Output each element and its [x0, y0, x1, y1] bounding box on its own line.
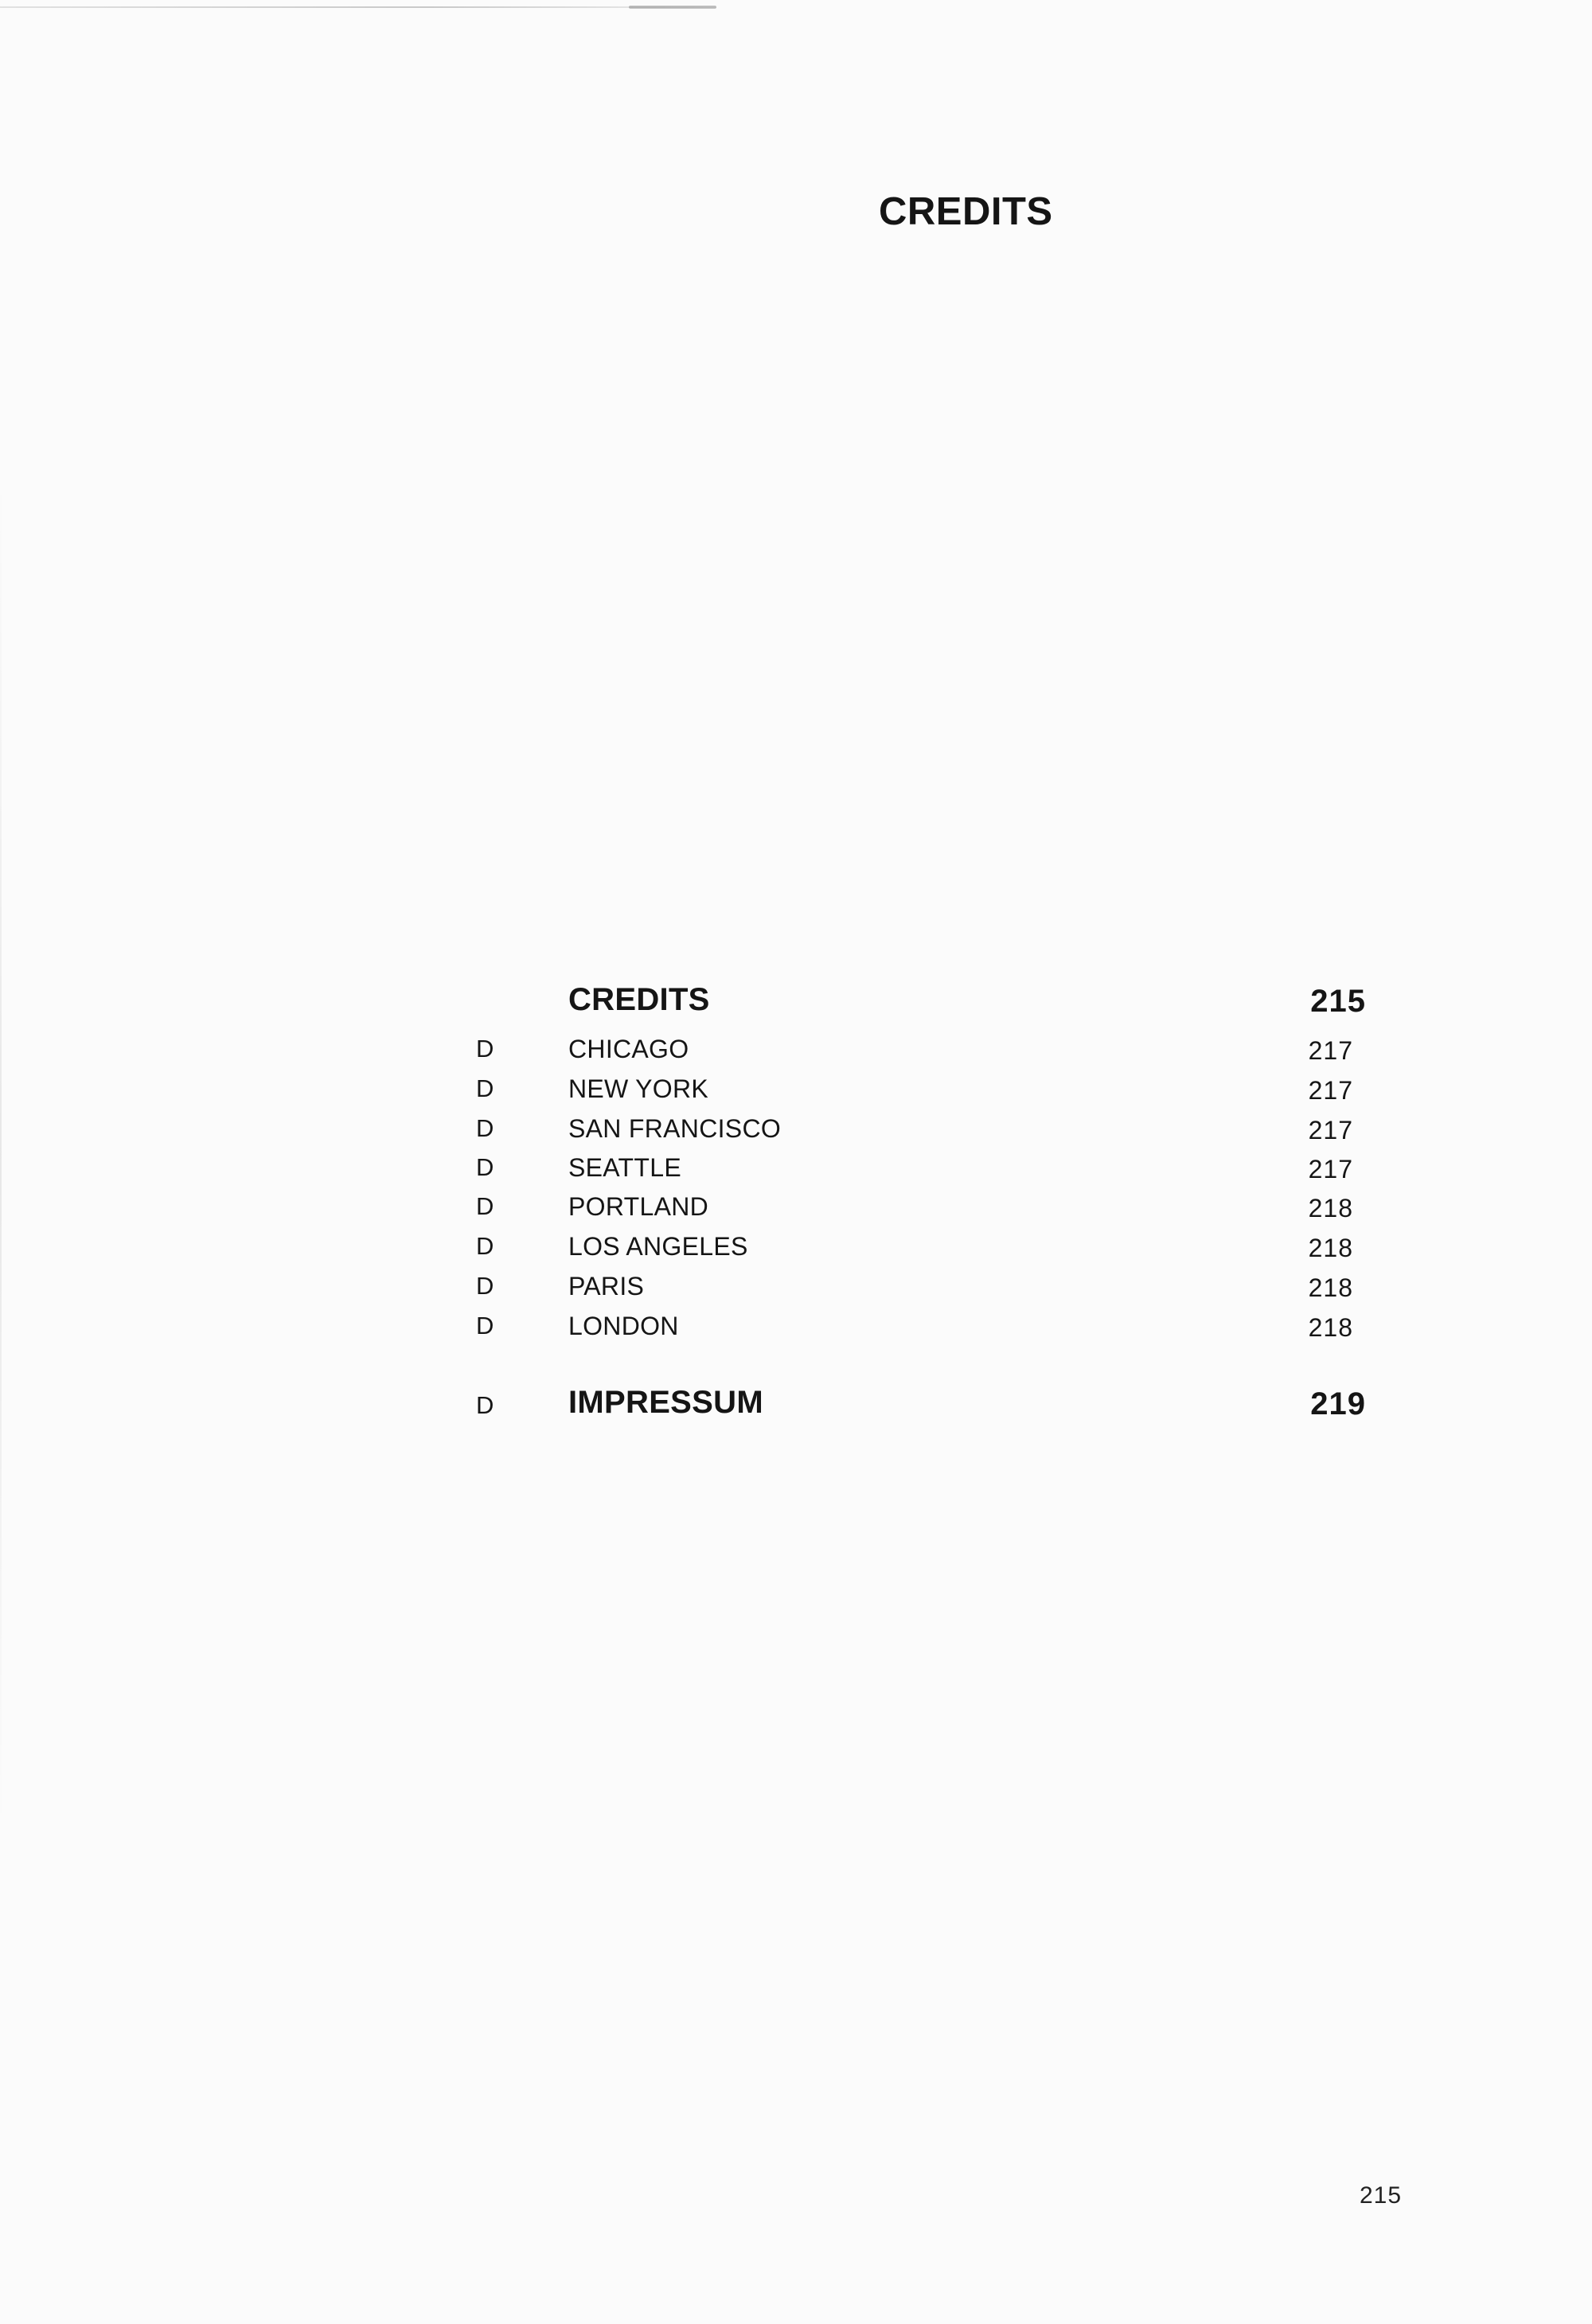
toc-entry-san-francisco	[470, 1114, 1377, 1154]
toc-entry-label: CHICAGO	[568, 1035, 689, 1063]
toc-entry-chicago	[470, 1035, 1377, 1074]
toc-entry-label: PARIS	[568, 1272, 645, 1300]
toc-entry-marker: D	[476, 1035, 494, 1063]
toc-entry-label: NEW YORK	[568, 1074, 709, 1103]
toc-entry-page: 217	[1308, 1116, 1353, 1144]
toc-section-page: 215	[1310, 984, 1366, 1019]
toc-entry-seattle	[470, 1153, 1377, 1193]
toc-entry-paris	[470, 1272, 1377, 1312]
toc-entry-marker: D	[476, 1192, 494, 1220]
toc-entry-page: 217	[1308, 1076, 1353, 1105]
toc-entry-page: 217	[1308, 1036, 1353, 1065]
toc-entry-page: 218	[1308, 1194, 1353, 1222]
page-number: 215	[1360, 2182, 1403, 2209]
toc-entry-new-york	[470, 1074, 1377, 1114]
scan-left-edge	[0, 478, 2, 1831]
toc-entry-marker: D	[476, 1312, 494, 1339]
toc-entry-los-angeles	[470, 1232, 1377, 1272]
toc-entry-marker: D	[476, 1153, 494, 1181]
toc-entry-page: 217	[1308, 1155, 1353, 1183]
toc-entry-marker: D	[476, 1232, 494, 1260]
toc-entry-page: 218	[1308, 1234, 1353, 1262]
toc-entry-marker: D	[476, 1391, 494, 1419]
toc-entry-label: SAN FRANCISCO	[568, 1114, 782, 1143]
toc-section-label: CREDITS	[568, 982, 710, 1017]
toc-entry-label: LOS ANGELES	[568, 1232, 748, 1261]
scan-top-edge	[0, 6, 716, 8]
toc-entry-page: 219	[1310, 1386, 1366, 1421]
toc-entry-page: 218	[1308, 1273, 1353, 1302]
toc-section-credits	[470, 984, 1377, 1024]
toc-entry-london	[470, 1312, 1377, 1351]
toc-entry-impressum	[470, 1385, 1377, 1425]
scan-top-mark	[629, 6, 716, 9]
toc-entry-marker: D	[476, 1114, 494, 1142]
toc-entry-page: 218	[1308, 1313, 1353, 1342]
toc-entry-label: LONDON	[568, 1312, 679, 1340]
toc-entry-marker: D	[476, 1272, 494, 1300]
page-title: CREDITS	[879, 190, 1053, 233]
toc-entry-label: SEATTLE	[568, 1153, 681, 1182]
toc-entry-marker: D	[476, 1074, 494, 1102]
toc-entry-label: PORTLAND	[568, 1192, 709, 1221]
toc-entry-label: IMPRESSUM	[568, 1385, 763, 1420]
toc-entry-portland	[470, 1192, 1377, 1232]
